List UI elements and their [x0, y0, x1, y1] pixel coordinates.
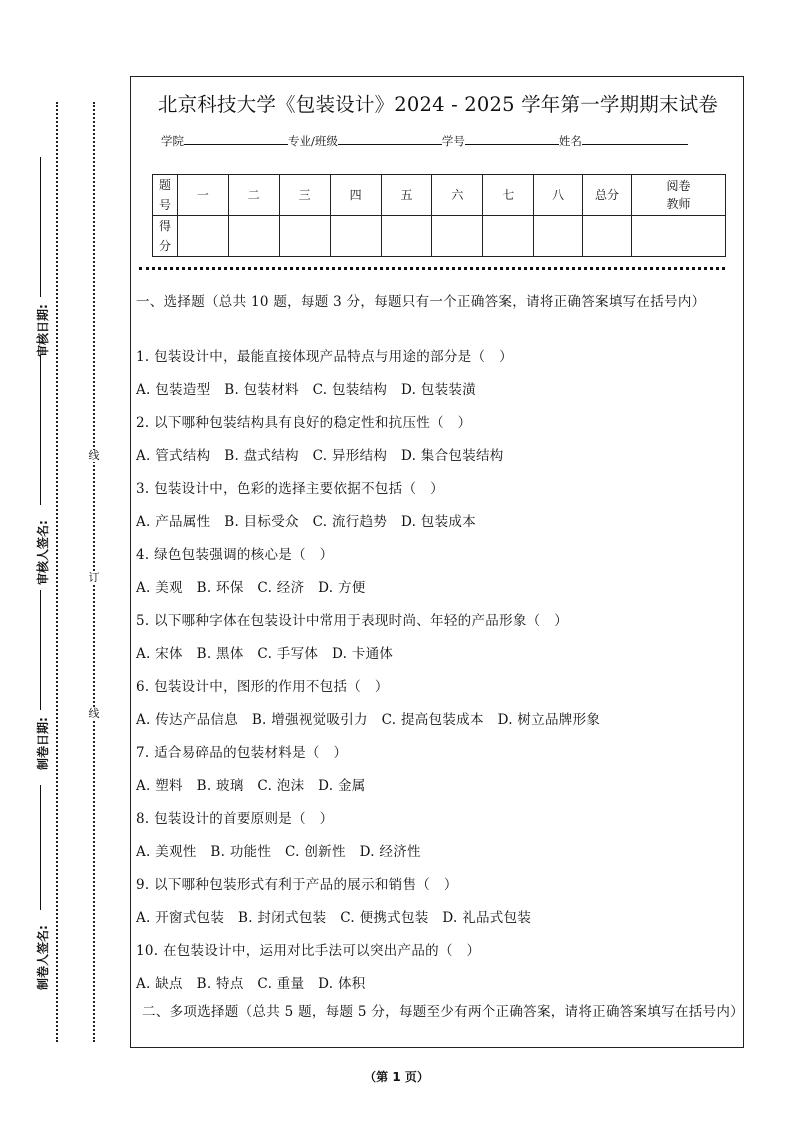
- question-10: 10. 在包装设计中，运用对比手法可以突出产品的（ ）: [136, 943, 481, 959]
- col-grader: 阅卷教师: [631, 175, 725, 216]
- score-cell[interactable]: [432, 216, 483, 257]
- score-cell[interactable]: [228, 216, 279, 257]
- section2-heading: 二、多项选择题（总共 5 题，每题 5 分，每题至少有两个正确答案，请将正确答案填写在括号内）: [142, 1004, 744, 1020]
- score-cell[interactable]: [279, 216, 330, 257]
- answer-6: A. 传达产品信息 B. 增强视觉吸引力 C. 提高包装成本 D. 树立品牌形象: [136, 712, 601, 728]
- question-2: 2. 以下哪种包装结构具有良好的稳定性和抗压性（ ）: [136, 415, 472, 431]
- dotted-line-outer: [56, 102, 58, 1042]
- bind-mark-ding: 订: [88, 571, 100, 584]
- col-8: 八: [534, 175, 583, 216]
- student-id-label: 学号: [441, 134, 465, 148]
- section1-heading: 一、选择题（总共 10 题，每题 3 分，每题只有一个正确答案，请将正确答案填写在括号内）: [136, 294, 706, 310]
- made-date-line: [40, 590, 41, 710]
- col-total: 总分: [583, 175, 632, 216]
- question-9: 9. 以下哪种包装形式有利于产品的展示和销售（ ）: [136, 877, 458, 893]
- header-cell-label: 题号: [153, 175, 178, 216]
- reviewer-sign-label: 审核人签名:: [36, 520, 50, 585]
- question-7: 7. 适合易碎品的包装材料是（ ）: [136, 745, 348, 761]
- score-table: [152, 174, 726, 257]
- reviewer-sign-line: [40, 355, 41, 505]
- answer-7: A. 塑料 B. 玻璃 C. 泡沫 D. 金属: [136, 778, 366, 794]
- col-7: 七: [483, 175, 534, 216]
- answer-9: A. 开窗式包装 B. 封闭式包装 C. 便携式包装 D. 礼品式包装: [136, 910, 532, 926]
- question-3: 3. 包装设计中，色彩的选择主要依据不包括（ ）: [136, 481, 444, 497]
- major-blank[interactable]: [338, 134, 442, 145]
- score-row-label: 得分: [153, 216, 178, 257]
- page-number: （第 1 页）: [364, 1070, 429, 1084]
- college-blank[interactable]: [184, 134, 288, 145]
- score-table-score-row: [153, 216, 726, 257]
- bind-mark-xian-top: 线: [88, 449, 100, 462]
- maker-sign-label: 制卷人签名:: [36, 925, 50, 990]
- score-cell-total[interactable]: [583, 216, 632, 257]
- score-cell[interactable]: [330, 216, 381, 257]
- name-blank[interactable]: [582, 134, 688, 145]
- question-5: 5. 以下哪种字体在包装设计中常用于表现时尚、年轻的产品形象（ ）: [136, 613, 569, 629]
- answer-4: A. 美观 B. 环保 C. 经济 D. 方便: [136, 580, 366, 596]
- review-date-label: 审核日期:: [36, 304, 50, 357]
- col-6: 六: [432, 175, 483, 216]
- name-label: 姓名: [558, 134, 582, 148]
- answer-5: A. 宋体 B. 黑体 C. 手写体 D. 卡通体: [136, 646, 394, 662]
- question-4: 4. 绿色包装强调的核心是（ ）: [136, 547, 334, 563]
- student-info-row: [161, 133, 688, 149]
- answer-8: A. 美观性 B. 功能性 C. 创新性 D. 经济性: [136, 844, 421, 860]
- college-label: 学院: [161, 134, 184, 148]
- exam-frame: [130, 76, 744, 1048]
- score-cell[interactable]: [534, 216, 583, 257]
- maker-sign-line: [40, 785, 41, 910]
- score-cell[interactable]: [381, 216, 432, 257]
- answer-10: A. 缺点 B. 特点 C. 重量 D. 体积: [136, 976, 366, 992]
- question-6: 6. 包装设计中，图形的作用不包括（ ）: [136, 679, 389, 695]
- major-label: 专业/班级: [288, 134, 338, 148]
- made-date-label: 制卷日期:: [36, 717, 50, 770]
- question-8: 8. 包装设计的首要原则是（ ）: [136, 811, 334, 827]
- col-3: 三: [279, 175, 330, 216]
- question-1: 1. 包装设计中，最能直接体现产品特点与用途的部分是（ ）: [136, 349, 513, 365]
- answer-1: A. 包装造型 B. 包装材料 C. 包装结构 D. 包装装潢: [136, 382, 476, 398]
- col-4: 四: [330, 175, 381, 216]
- dotted-separator: [139, 267, 725, 270]
- col-5: 五: [381, 175, 432, 216]
- score-table-header-row: [153, 175, 726, 216]
- review-date-line: [40, 157, 41, 297]
- score-cell[interactable]: [177, 216, 228, 257]
- exam-title: 北京科技大学《包装设计》2024 - 2025 学年第一学期期末试卷: [157, 93, 719, 116]
- score-cell[interactable]: [483, 216, 534, 257]
- col-2: 二: [228, 175, 279, 216]
- answer-3: A. 产品属性 B. 目标受众 C. 流行趋势 D. 包装成本: [136, 514, 476, 530]
- bind-mark-xian-bottom: 线: [88, 707, 100, 720]
- student-id-blank[interactable]: [465, 134, 559, 145]
- col-1: 一: [177, 175, 228, 216]
- answer-2: A. 管式结构 B. 盘式结构 C. 异形结构 D. 集合包装结构: [136, 448, 504, 464]
- score-cell-grader[interactable]: [631, 216, 725, 257]
